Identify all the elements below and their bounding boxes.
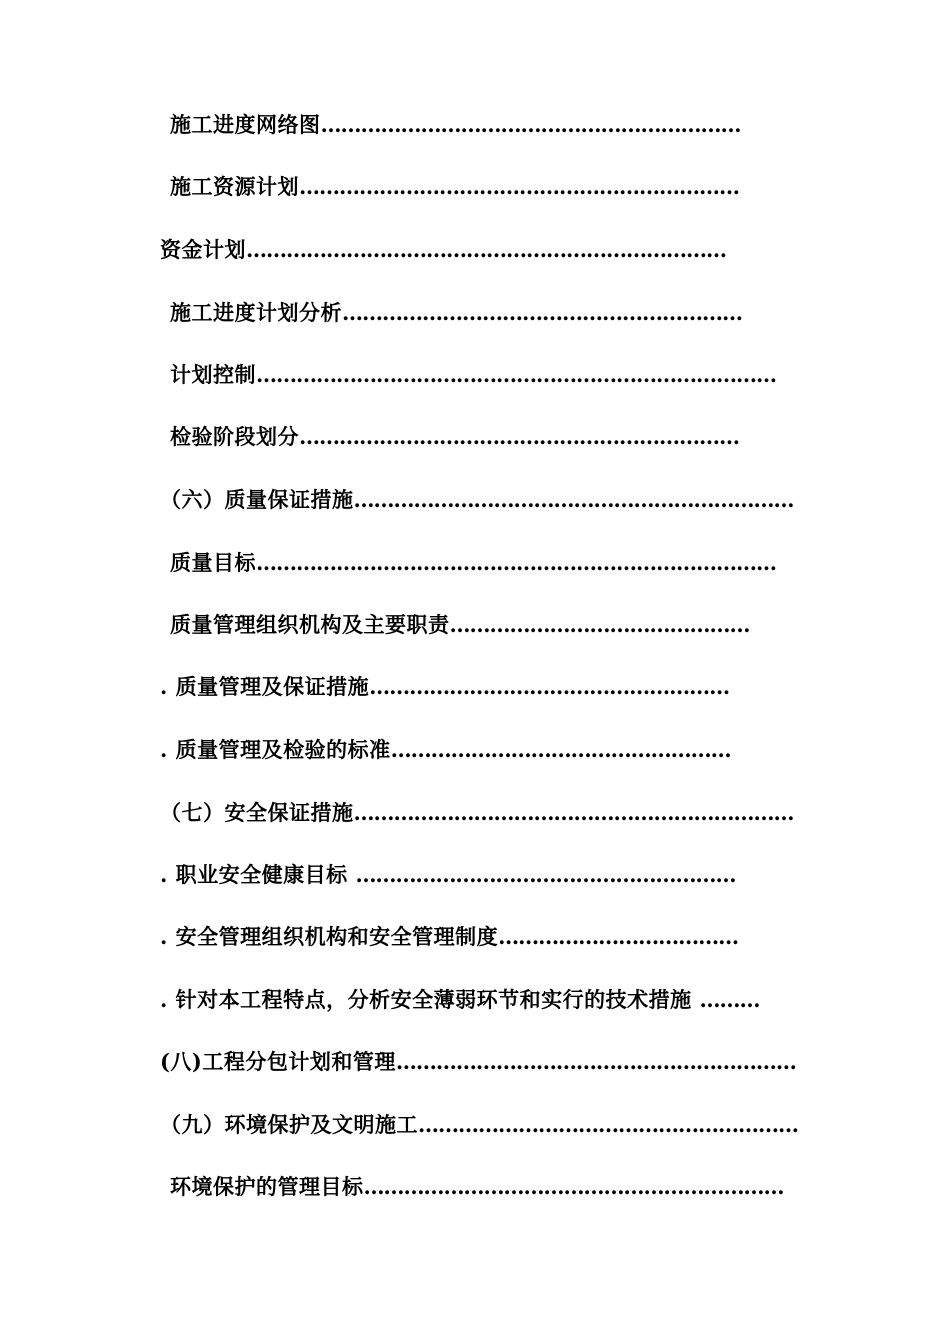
toc-leader-dots: ………………………………………: [449, 612, 750, 637]
toc-leader-dots: …………………………………………………………: [353, 800, 794, 825]
toc-leader-dots: ……………………………………………………: [342, 300, 742, 325]
toc-leader-dots: …………………………………………………………: [299, 174, 739, 199]
toc-leader-dots: …………………………………………………………: [353, 487, 794, 512]
toc-leader-dots: …………………………………………………………: [299, 424, 739, 449]
toc-entry: [160, 233, 790, 267]
toc-entry-label: . 针对本工程特点，分析安全薄弱环节和实行的技术措施: [160, 987, 700, 1012]
toc-leader-dots: …………………………………………………: [355, 862, 736, 887]
toc-leader-dots: ……………………………………………………………………: [256, 550, 776, 575]
toc-entry: [170, 420, 800, 454]
toc-entry-label: 质量目标: [170, 550, 256, 575]
toc-entry-label: 资金计划: [160, 237, 246, 262]
toc-entry-label: 施工进度网络图: [170, 112, 321, 137]
toc-leader-dots: ………: [699, 987, 760, 1012]
toc-section-heading: [160, 1108, 832, 1142]
toc-entry: [170, 108, 800, 142]
toc-leader-dots: …………………………………………………: [418, 1112, 798, 1137]
toc-entry-label: . 质量管理及检验的标准: [160, 737, 391, 762]
toc-entry: [170, 170, 800, 204]
toc-leader-dots: ……………………………………………: [390, 737, 731, 762]
toc-leader-dots: ……………………………………………………………………: [256, 362, 776, 387]
toc-leader-dots: ………………………………: [498, 924, 739, 949]
toc-entry: [160, 858, 800, 892]
toc-entry-label: （六）质量保证措施: [160, 487, 354, 512]
toc-entry: [160, 983, 800, 1017]
toc-entry-label: （七）安全保证措施: [160, 800, 354, 825]
toc-leader-dots: ………………………………………………: [369, 674, 730, 699]
toc-entry: [160, 733, 790, 767]
toc-entry-label: . 职业安全健康目标: [160, 862, 356, 887]
toc-entry: [170, 608, 800, 642]
toc-entry: [170, 1170, 800, 1204]
toc-entry-label: 检验阶段划分: [170, 424, 299, 449]
toc-section-heading: [160, 1045, 832, 1079]
toc-leader-dots: ……………………………………………………: [395, 1049, 796, 1074]
toc-entry: [160, 670, 790, 704]
toc-entry-label: . 安全管理组织机构和安全管理制度: [160, 924, 499, 949]
toc-entry-label: 环境保护的管理目标: [170, 1174, 364, 1199]
toc-entry-label: (八)工程分包计划和管理: [160, 1049, 396, 1074]
toc-entry-label: 质量管理组织机构及主要职责: [170, 612, 450, 637]
toc-entry-label: （九）环境保护及文明施工: [160, 1112, 418, 1137]
toc-leader-dots: ………………………………………………………………: [246, 237, 726, 262]
toc-entry-label: 计划控制: [170, 362, 256, 387]
toc-entry: [160, 920, 800, 954]
toc-entry-label: 施工资源计划: [170, 174, 299, 199]
toc-leader-dots: ………………………………………………………: [363, 1174, 784, 1199]
toc-section-heading: [160, 796, 822, 830]
toc-entry: [170, 358, 800, 392]
toc-entry-label: . 质量管理及保证措施: [160, 674, 370, 699]
toc-section-heading: [160, 483, 822, 517]
toc-entry: [170, 546, 800, 580]
toc-entry-label: 施工进度计划分析: [170, 300, 342, 325]
toc-leader-dots: ………………………………………………………: [320, 112, 741, 137]
toc-entry: [170, 296, 800, 330]
